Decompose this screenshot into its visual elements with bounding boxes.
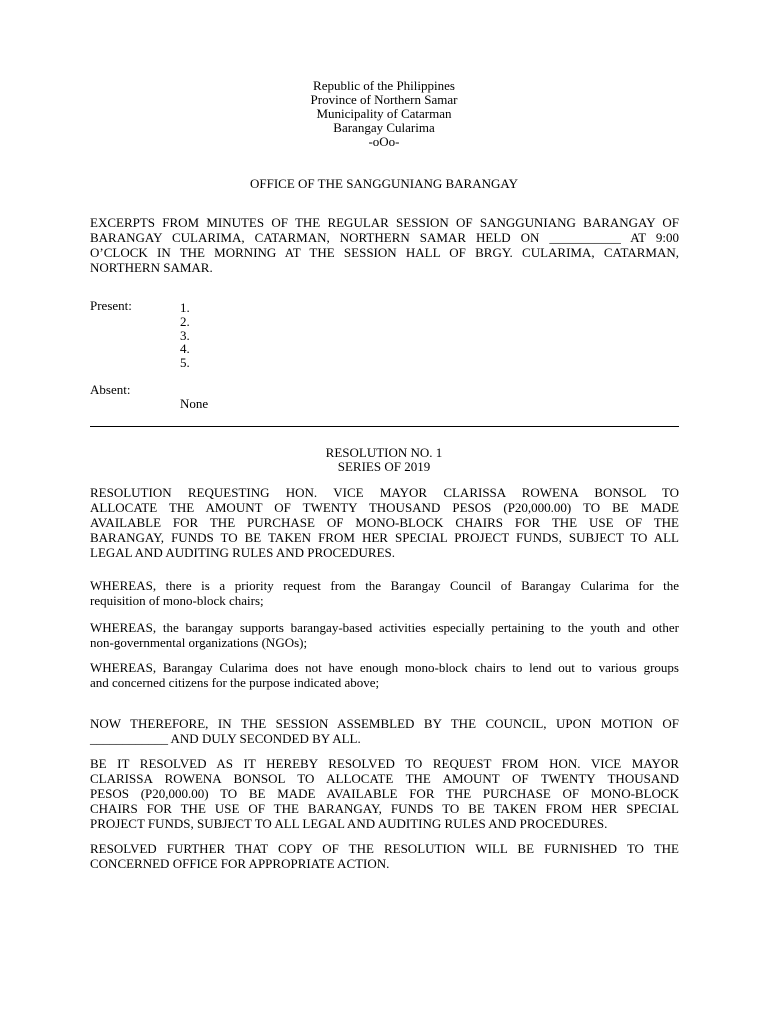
whereas-line: requisition of mono-block chairs; <box>90 593 264 608</box>
divider-line <box>90 426 679 427</box>
header-ornament: -oOo- <box>368 134 400 149</box>
resolved-further-line: RESOLVED FURTHER THAT COPY OF THE RESOLUTION WILL BE FURNISHED TO THE <box>90 841 679 856</box>
resolved-further-line: CONCERNED OFFICE FOR APPROPRIATE ACTION. <box>90 856 390 871</box>
excerpt-line: O’CLOCK IN THE MORNING AT THE SESSION HALL OF BRGY. CULARIMA, CATARMAN, <box>90 245 679 260</box>
resolution-title-paragraph <box>90 486 679 561</box>
absent-label: Absent: <box>90 382 131 397</box>
whereas-line: WHEREAS, there is a priority request from the Barangay Council of Barangay Cularima for the <box>90 578 679 593</box>
now-therefore-line: NOW THEREFORE, IN THE SESSION ASSEMBLED BY THE COUNCIL, UPON MOTION OF <box>90 716 679 731</box>
resolved-paragraph <box>90 757 679 832</box>
resolved-further-paragraph <box>90 842 679 872</box>
whereas-line: and concerned citizens for the purpose indicated above; <box>90 675 380 690</box>
letterhead <box>0 79 768 149</box>
now-therefore-paragraph <box>90 717 679 747</box>
header-barangay: Barangay Cularima <box>333 120 435 135</box>
present-number: 1. <box>180 300 190 315</box>
present-number: 5. <box>180 355 190 370</box>
resolution-title-line: ALLOCATE THE AMOUNT OF TWENTY THOUSAND PESOS (P20,000.00) TO BE MADE <box>90 500 679 515</box>
resolution-title-line: RESOLUTION REQUESTING HON. VICE MAYOR CLARISSA ROWENA BONSOL TO <box>90 485 679 500</box>
header-republic: Republic of the Philippines <box>313 78 455 93</box>
resolved-line: CHAIRS FOR THE USE OF THE BARANGAY, FUNDS TO BE TAKEN FROM HER SPECIAL <box>90 801 679 816</box>
resolved-line: BE IT RESOLVED AS IT HEREBY RESOLVED TO REQUEST FROM HON. VICE MAYOR <box>90 756 679 771</box>
whereas-clause <box>90 661 679 691</box>
header-municipality: Municipality of Catarman <box>316 106 452 121</box>
whereas-line: non-governmental organizations (NGOs); <box>90 635 308 650</box>
present-number: 3. <box>180 328 190 343</box>
excerpt-line: BARANGAY CULARIMA, CATARMAN, NORTHERN SAMAR HELD ON ___________ AT 9:00 <box>90 230 679 245</box>
whereas-clause <box>90 579 679 609</box>
whereas-line: WHEREAS, the barangay supports barangay-based activities especially pertaining to the youth and other <box>90 620 679 635</box>
absent-value: None <box>180 396 209 411</box>
excerpt-line: EXCERPTS FROM MINUTES OF THE REGULAR SESSION OF SANGGUNIANG BARANGAY OF <box>90 215 679 230</box>
present-number: 2. <box>180 314 190 329</box>
excerpt-paragraph <box>90 216 679 276</box>
header-province: Province of Northern Samar <box>310 92 458 107</box>
resolution-title-line: AVAILABLE FOR THE PURCHASE OF MONO-BLOCK CHAIRS FOR THE USE OF THE <box>90 515 679 530</box>
present-label: Present: <box>90 298 132 313</box>
present-number: 4. <box>180 341 190 356</box>
resolution-title-line: BARANGAY, FUNDS TO BE TAKEN FROM HER SPECIAL PROJECT FUNDS, SUBJECT TO ALL <box>90 530 679 545</box>
whereas-line: WHEREAS, Barangay Cularima does not have enough mono-block chairs to lend out to various groups <box>90 660 679 675</box>
now-therefore-line: ____________ AND DULY SECONDED BY ALL. <box>90 731 361 746</box>
resolution-title-line: LEGAL AND AUDITING RULES AND PROCEDURES. <box>90 545 396 560</box>
resolved-line: PROJECT FUNDS, SUBJECT TO ALL LEGAL AND AUDITING RULES AND PROCEDURES. <box>90 816 608 831</box>
resolved-line: PESOS (P20,000.00) TO BE MADE AVAILABLE FOR THE PURCHASE OF MONO-BLOCK <box>90 786 679 801</box>
resolution-number: RESOLUTION NO. 1 <box>325 445 443 460</box>
excerpt-line: NORTHERN SAMAR. <box>90 260 213 275</box>
resolution-heading <box>0 446 768 474</box>
resolved-line: CLARISSA ROWENA BONSOL TO ALLOCATE THE AMOUNT OF TWENTY THOUSAND <box>90 771 679 786</box>
resolution-series: SERIES OF 2019 <box>337 459 431 474</box>
office-title: OFFICE OF THE SANGGUNIANG BARANGAY <box>250 176 518 191</box>
whereas-clause <box>90 621 679 651</box>
